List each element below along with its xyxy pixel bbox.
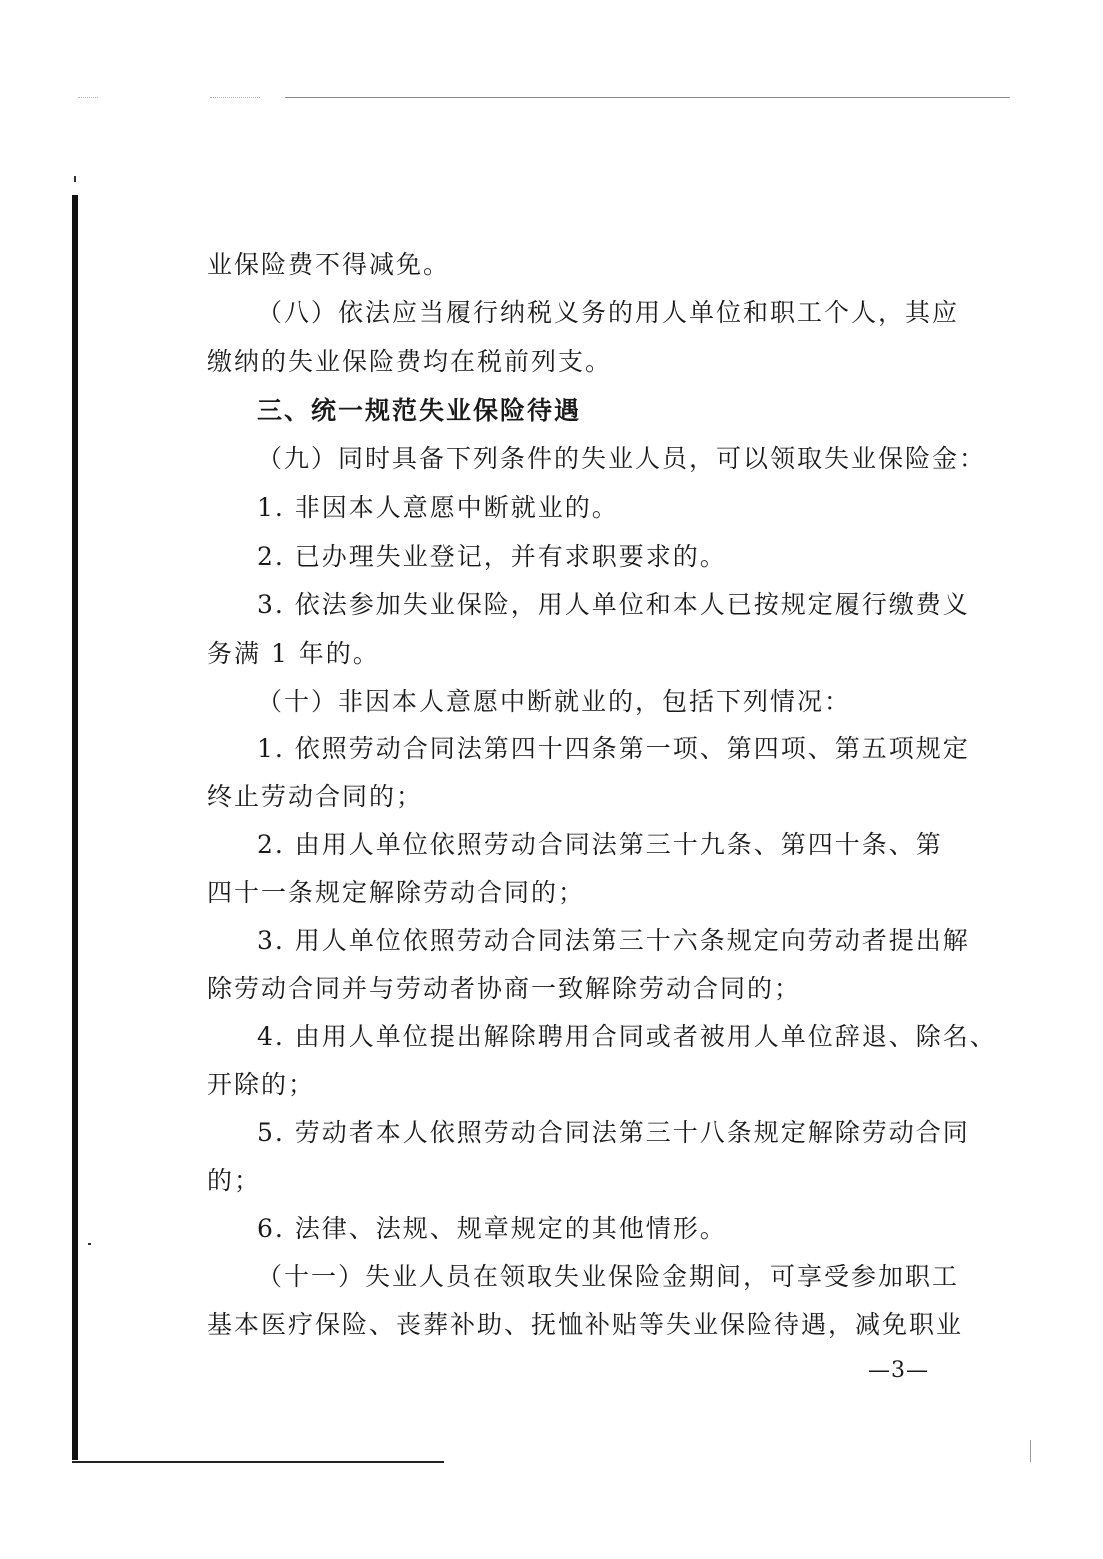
text-line: 开除的； bbox=[207, 1070, 316, 1099]
text-line: 2. 已办理失业登记，并有求职要求的。 bbox=[257, 542, 727, 571]
text-line: 4. 由用人单位提出解除聘用合同或者被用人单位辞退、除名、 bbox=[257, 1022, 997, 1051]
text-line: 缴纳的失业保险费均在税前列支。 bbox=[207, 347, 613, 376]
page-number: —3— bbox=[868, 1358, 929, 1383]
text-line: 3. 依法参加失业保险，用人单位和本人已按规定履行缴费义 bbox=[257, 590, 970, 619]
text-line: （八）依法应当履行纳税义务的用人单位和职工个人，其应 bbox=[257, 298, 960, 327]
scan-speck bbox=[74, 176, 76, 182]
header-dash-mark bbox=[210, 97, 260, 98]
header-rule bbox=[285, 97, 1010, 98]
text-line: 务满 1 年的。 bbox=[207, 639, 380, 668]
text-line: 6. 法律、法规、规章规定的其他情形。 bbox=[257, 1214, 727, 1243]
footer-rule bbox=[72, 1461, 444, 1463]
text-line: 3. 用人单位依照劳动合同法第三十六条规定向劳动者提出解 bbox=[257, 926, 970, 955]
text-line: 2. 由用人单位依照劳动合同法第三十九条、第四十条、第 bbox=[257, 830, 943, 859]
text-line: 四十一条规定解除劳动合同的； bbox=[207, 878, 586, 907]
text-line: 终止劳动合同的； bbox=[207, 782, 424, 811]
text-line: 业保险费不得减免。 bbox=[207, 250, 451, 279]
scan-binding-edge bbox=[72, 195, 78, 1460]
scan-speck bbox=[88, 1243, 91, 1245]
text-line: 1. 非因本人意愿中断就业的。 bbox=[257, 493, 619, 522]
text-line: 除劳动合同并与劳动者协商一致解除劳动合同的； bbox=[207, 974, 802, 1003]
text-line: （十）非因本人意愿中断就业的，包括下列情况： bbox=[257, 687, 852, 716]
header-dash-mark bbox=[78, 97, 98, 98]
text-line: 的； bbox=[207, 1166, 262, 1195]
text-line: （九）同时具备下列条件的失业人员，可以领取失业保险金： bbox=[257, 444, 987, 473]
text-line: （十一）失业人员在领取失业保险金期间，可享受参加职工 bbox=[257, 1262, 960, 1291]
text-line: 1. 依照劳动合同法第四十四条第一项、第四项、第五项规定 bbox=[257, 734, 970, 763]
scan-speck bbox=[1030, 1440, 1031, 1462]
text-line: 5. 劳动者本人依照劳动合同法第三十八条规定解除劳动合同 bbox=[257, 1118, 970, 1147]
section-heading: 三、统一规范失业保险待遇 bbox=[257, 396, 582, 425]
text-line: 基本医疗保险、丧葬补助、抚恤补贴等失业保险待遇，减免职业 bbox=[207, 1310, 964, 1339]
